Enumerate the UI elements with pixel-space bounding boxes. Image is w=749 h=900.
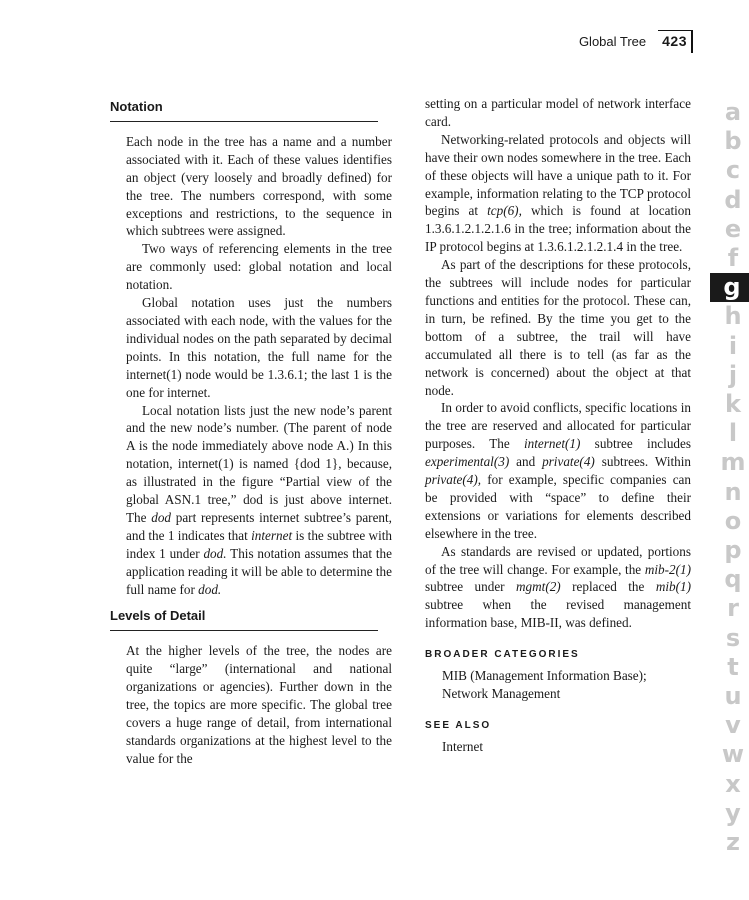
right-paragraph-5: As standards are revised or updated, portions of the tree will change. For example, the mib-2(1) subtree under mgmt(2) replaced the mib(1) subtree when the revised management information base, MIB-II, was defined. xyxy=(425,543,691,631)
thumb-letter-k[interactable]: k xyxy=(725,390,741,419)
notation-heading: Notation xyxy=(110,98,378,122)
page-number: 423 xyxy=(658,30,693,53)
thumb-letter-d[interactable]: d xyxy=(724,185,742,214)
see-also-heading: SEE ALSO xyxy=(425,719,492,731)
notation-paragraph-1: Each node in the tree has a name and a number associated with it. Each of these values identifies an object (very loosely and broadly defined) for the tree. The numbers correspond, with some exceptions and restrictions, to the sequence in which subtrees were assigned. xyxy=(126,133,392,239)
right-paragraph-1: setting on a particular model of network interface card. xyxy=(425,96,691,129)
thumb-letter-e[interactable]: e xyxy=(724,214,742,243)
notation-section xyxy=(110,133,392,599)
thumb-letter-a[interactable]: a xyxy=(724,98,742,126)
thumb-letter-q[interactable]: q xyxy=(724,565,742,594)
right-paragraph-2: Networking-related protocols and objects will have their own nodes somewhere in the tree. Each of these objects will have a unique path to it. For example, information relating to the TCP protocol begins at tcp(6), which is found at location 1.3.6.1.2.1.2.1.6 in the tree; information about the IP protocol begins at 1.3.6.1.2.1.2.1.4 in the tree. xyxy=(425,131,691,255)
thumb-letter-r[interactable]: r xyxy=(727,594,739,623)
thumb-letter-j[interactable]: j xyxy=(728,360,738,389)
thumb-letter-i[interactable]: i xyxy=(728,331,738,360)
thumb-letter-z[interactable]: z xyxy=(726,828,740,857)
thumb-letter-v[interactable]: v xyxy=(725,711,741,740)
broader-categories-text: MIB (Management Information Base); Network Management xyxy=(442,668,647,701)
thumb-letter-c[interactable]: c xyxy=(725,156,741,185)
alphabet-thumb-index xyxy=(712,98,749,857)
thumb-letter-s[interactable]: s xyxy=(725,623,741,652)
right-column xyxy=(425,95,691,756)
right-paragraph-3: As part of the descriptions for these protocols, the subtrees will include nodes for particular functions and entities for the protocol. These can, in turn, be refined. By the time you get to the bottom of a subtree, the trail will have accumulated all there is to tell (as far as the network is concerned) about the object at that node. xyxy=(425,257,691,398)
thumb-letter-h[interactable]: h xyxy=(724,302,742,331)
left-column xyxy=(110,98,392,768)
notation-paragraph-3: Global notation uses just the numbers associated with each node, with the values for the individual nodes on the path separated by decimal points. In this notation, the full name for the internet(1) node would be 1.3.6.1; the last 1 is the one for internet. xyxy=(126,295,392,400)
thumb-letter-p[interactable]: p xyxy=(724,536,742,565)
levels-section xyxy=(110,642,392,767)
thumb-letter-m[interactable]: m xyxy=(720,448,746,477)
thumb-letter-l[interactable]: l xyxy=(728,419,738,448)
broader-categories-heading: BROADER CATEGORIES xyxy=(425,649,580,661)
thumb-letter-y[interactable]: y xyxy=(725,798,741,827)
notation-paragraph-2: Two ways of referencing elements in the tree are commonly used: global notation and local notation. xyxy=(126,241,392,293)
thumb-letter-x[interactable]: x xyxy=(725,769,741,798)
see-also-link[interactable]: Internet xyxy=(442,738,484,754)
thumb-letter-o[interactable]: o xyxy=(724,506,742,535)
thumb-letter-f[interactable]: f xyxy=(727,244,739,273)
thumb-letter-u[interactable]: u xyxy=(724,682,742,711)
levels-of-detail-heading: Levels of Detail xyxy=(110,607,378,631)
thumb-letter-n[interactable]: n xyxy=(724,477,742,506)
thumb-letter-g[interactable]: g xyxy=(710,273,749,302)
levels-paragraph: At the higher levels of the tree, the nodes are quite “large” (international and national organizations or agencies). Further down in the tree, the topics are more specific. The global tree covers a huge range of detail, from international standards organizations at the highest level to the value for the xyxy=(126,643,392,766)
thumb-letter-b[interactable]: b xyxy=(724,127,742,156)
running-head xyxy=(579,30,693,53)
right-paragraph-4: In order to avoid conflicts, specific locations in the tree are reserved and allocated for particular purposes. The internet(1) subtree includes experimental(3) and private(4) subtrees. Within private(4), for example, specific companies can be provided with “space” to define their extensions or variations for elements described elsewhere in the tree. xyxy=(425,400,691,541)
thumb-letter-t[interactable]: t xyxy=(727,652,739,681)
notation-paragraph-4: Local notation lists just the new node’s parent and the new node’s number. (The parent of node A is the node immediately above node A.) In this notation, internet(1) is named {dod 1}, because, as illustrated in the figure “Partial view of the global ASN.1 tree,” dod is just above internet. The dod part represents internet subtree’s parent, and the 1 indicates that internet is the subtree with index 1 under dod. This notation assumes that the application reading it will be able to determine the full name for dod. xyxy=(126,402,392,597)
running-head-title: Global Tree xyxy=(578,34,647,49)
thumb-letter-w[interactable]: w xyxy=(721,740,745,769)
